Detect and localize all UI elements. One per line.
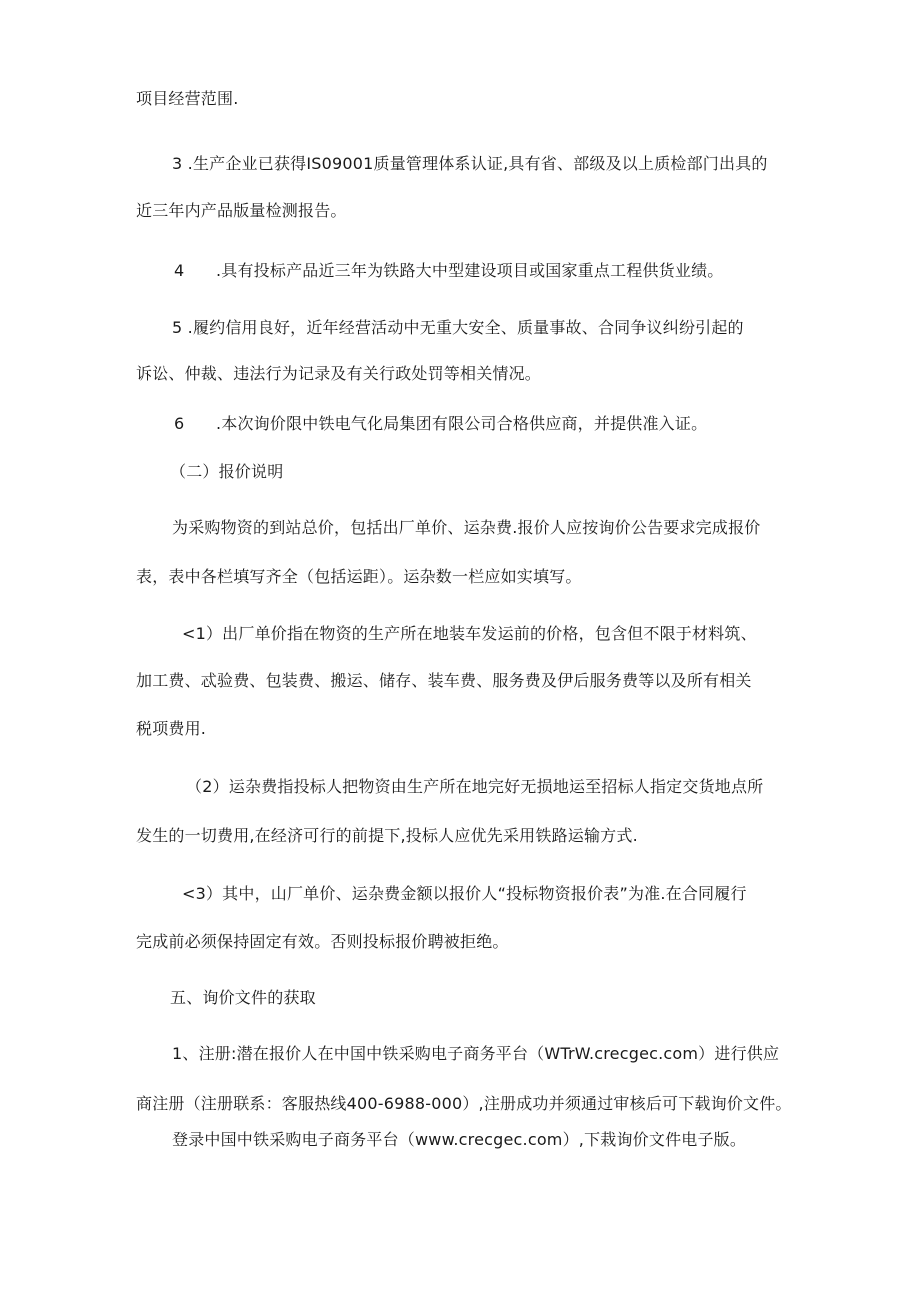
text-line: 表，表中各栏填写齐全（包括运距）。运杂数一栏应如实填写。 bbox=[136, 567, 582, 586]
text-line: <3）其中，山厂单价、运杂费金额以报价人“投标物资报价表”为准.在合同履行 bbox=[182, 884, 747, 903]
text-line: .本次询价限中铁电气化局集团有限公司合格供应商，并提供准入证。 bbox=[216, 414, 708, 433]
text-line: 商注册（注册联系：客服热线400-6988-000）,注册成功并须通过审核后可下载询价文件。 bbox=[136, 1094, 792, 1113]
text-line: 诉讼、仲裁、违法行为记录及有关行政处罚等相关情况。 bbox=[136, 364, 542, 383]
text-line: 加工费、忒验费、包装费、搬运、储存、装车费、服务费及伊后服务费等以及所有相关 bbox=[136, 671, 752, 690]
text-line: 税项费用. bbox=[136, 719, 207, 738]
text-line: 完成前必须保持固定有效。否则投标报价聘被拒绝。 bbox=[136, 932, 509, 951]
text-line: .具有投标产品近三年为铁路大中型建设项目或国家重点工程供货业绩。 bbox=[216, 261, 724, 280]
text-line: 5 .履约信用良好，近年经营活动中无重大安全、质量事故、合同争议纠纷引起的 bbox=[172, 318, 744, 337]
text-line: <1）出厂单价指在物资的生产所在地装车发运前的价格，包含但不限于材料筑、 bbox=[182, 624, 757, 643]
text-line: 登录中国中铁采购电子商务平台（www.crecgec.com）,下栽询价文件电子版。 bbox=[172, 1130, 747, 1149]
list-number: 6 bbox=[174, 414, 185, 433]
list-number: 4 bbox=[174, 261, 185, 280]
section-heading: （二）报价说明 bbox=[170, 462, 284, 481]
text-line: 近三年内产品版量检测报告。 bbox=[136, 201, 347, 220]
text-line: （2）运杂费指投标人把物资由生产所在地完好无损地运至招标人指定交货地点所 bbox=[186, 777, 764, 796]
text-line: 项目经营范围. bbox=[136, 89, 239, 108]
text-line: 发生的一切费用,在经济可行的前提下,投标人应优先采用铁路运输方式. bbox=[136, 826, 638, 845]
section-heading: 五、询价文件的获取 bbox=[170, 988, 316, 1007]
text-line: 3 .生产企业已获得IS09001质量管理体系认证,具有省、部级及以上质检部门出具的 bbox=[172, 154, 768, 173]
text-line: 为采购物资的到站总价，包括出厂单价、运杂费.报价人应按询价公告要求完成报价 bbox=[172, 518, 761, 537]
text-line: 1、注册:潜在报价人在中国中铁采购电子商务平台（WTrW.crecgec.com）进行供应 bbox=[172, 1044, 780, 1063]
